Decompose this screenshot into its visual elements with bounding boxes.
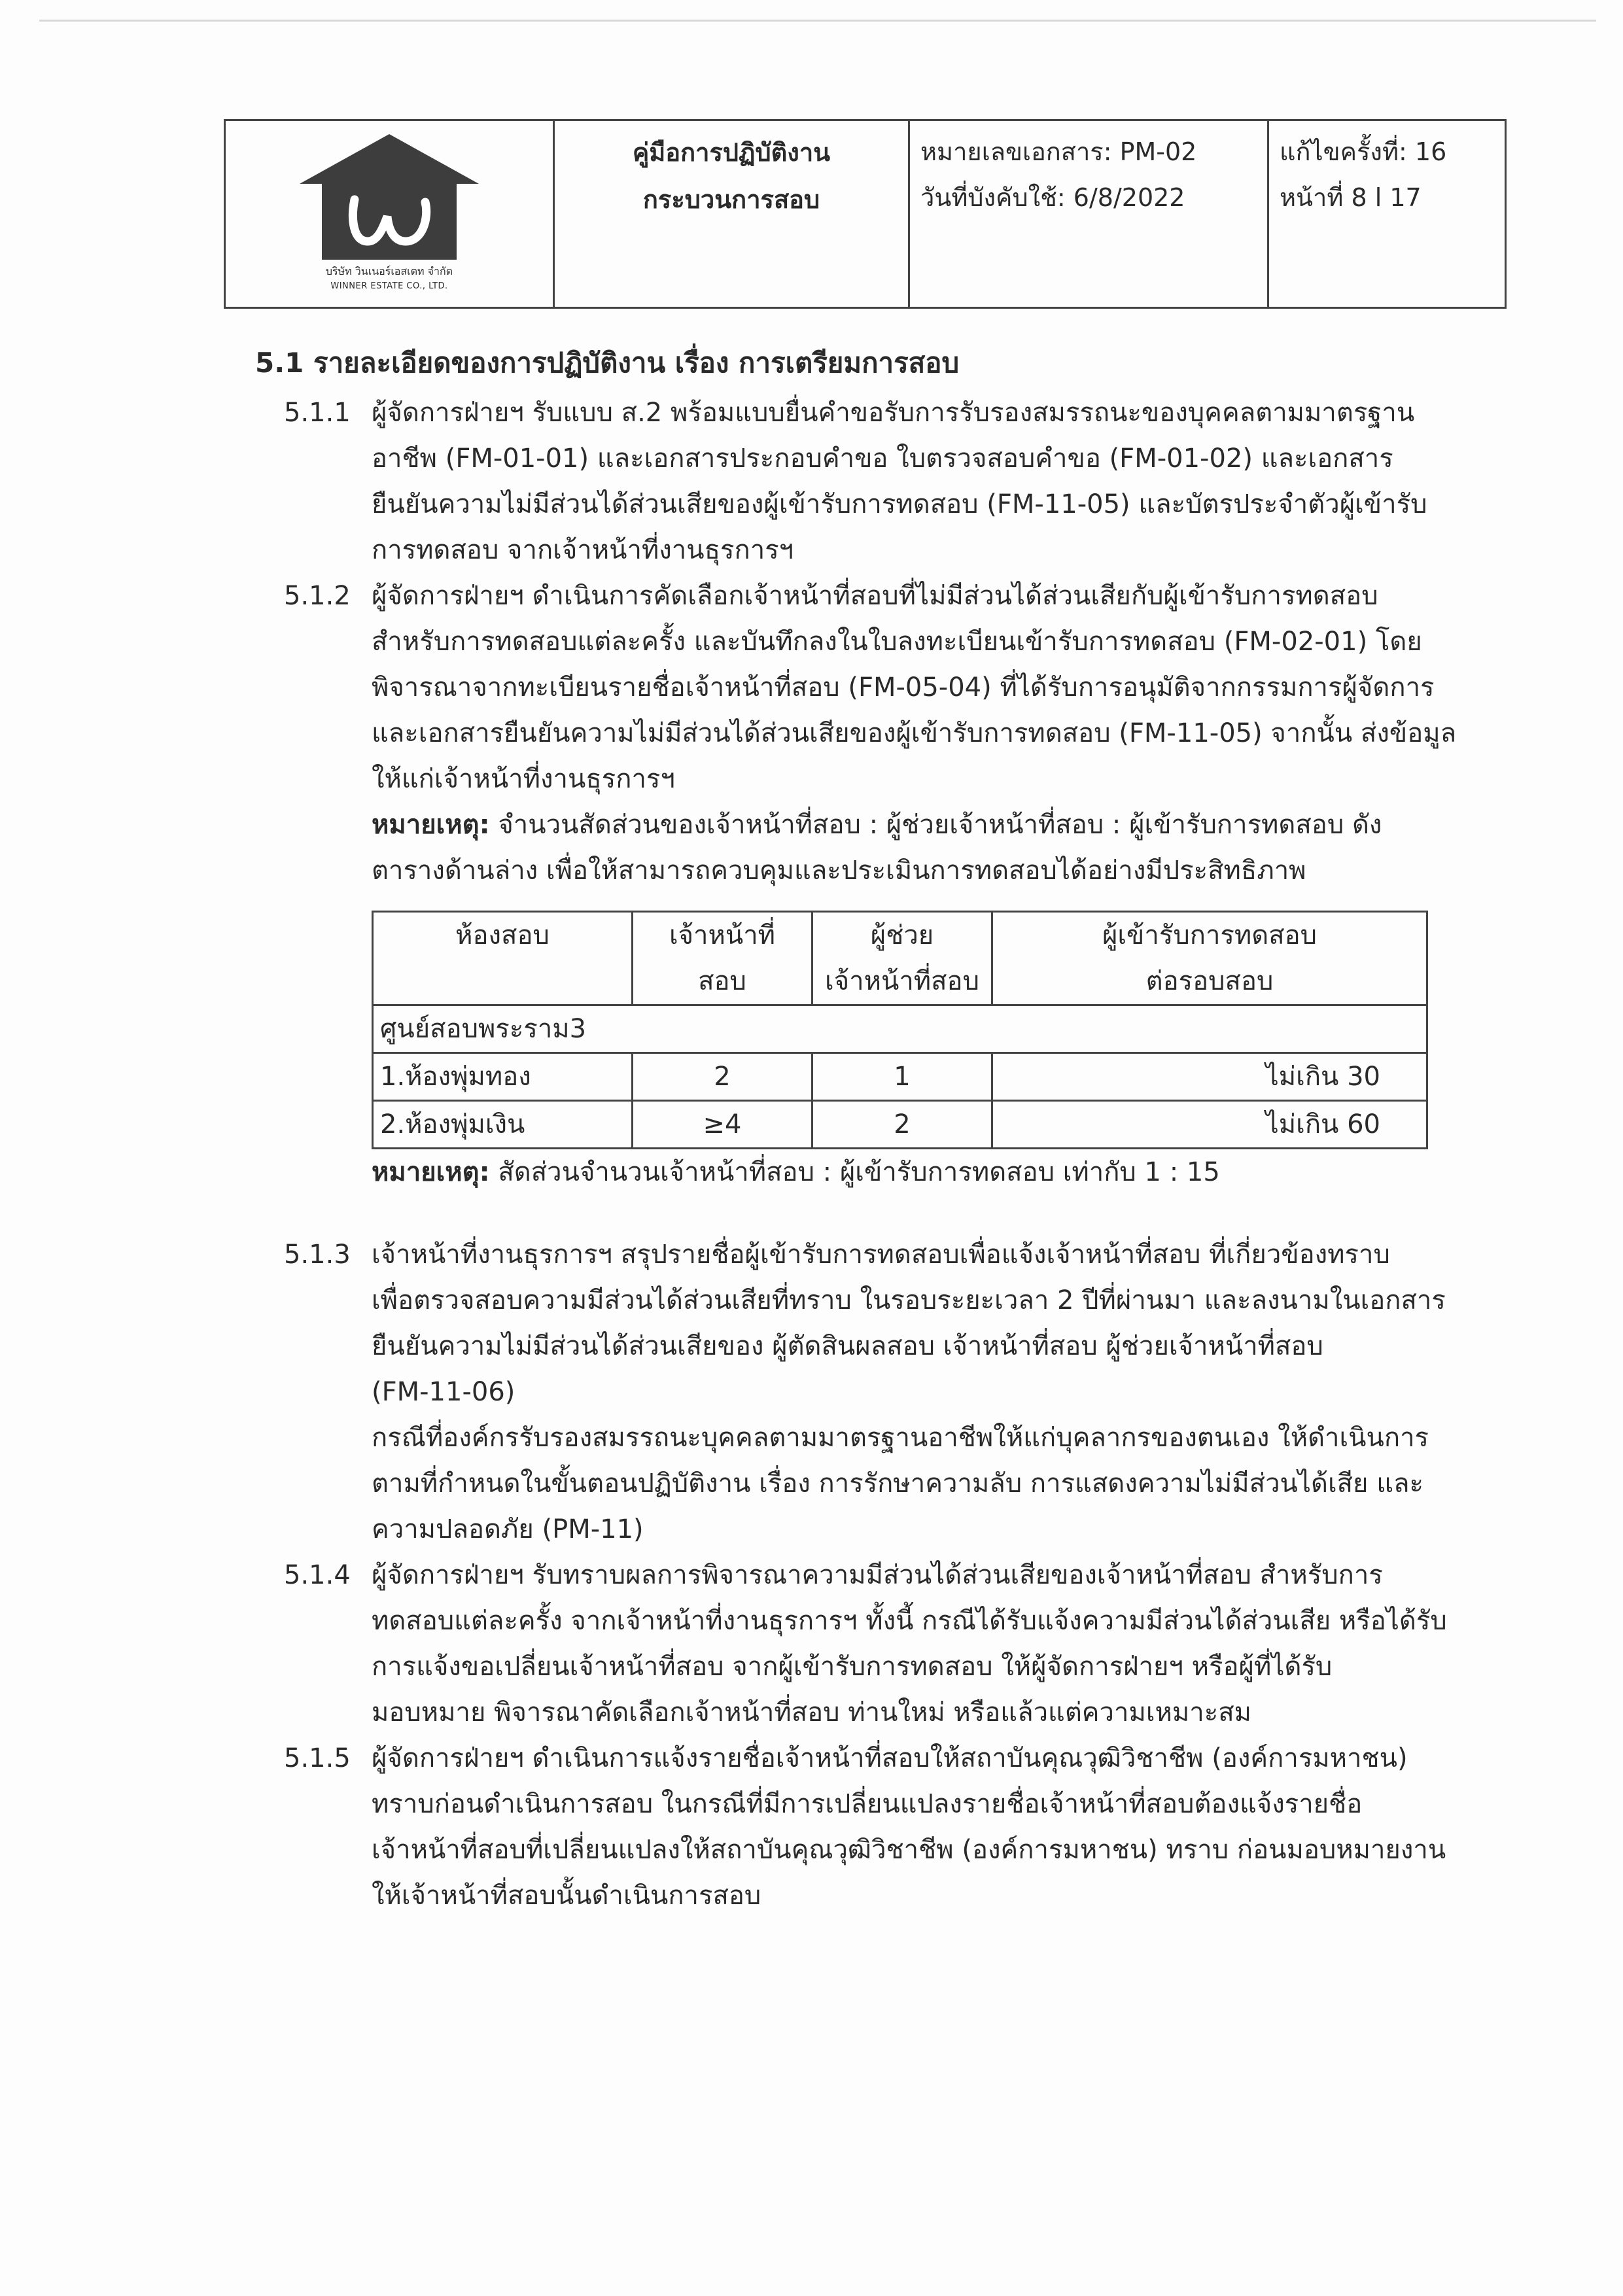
text-line: อาชีพ (FM-01-01) และเอกสารประกอบคำขอ ใบตรวจสอบคำขอ (FM-01-02) และเอกสาร [372,444,1393,474]
text-line: ผู้จัดการฝ่ายฯ รับทราบผลการพิจารณาความมีส่วนได้ส่วนเสียของเจ้าหน้าที่สอบ สำหรับการ [372,1560,1383,1590]
col-header-room: ห้องสอบ [373,912,633,1005]
scan-edge-line [39,20,1596,22]
exam-ratio-table [372,911,1428,1149]
effective-date: วันที่บังคับใช้: 6/8/2022 [920,183,1185,212]
text-line: เจ้าหน้าที่งานธุรการฯ สรุปรายชื่อผู้เข้ารับการทดสอบเพื่อแจ้งเจ้าหน้าที่สอบ ที่เกี่ยวข้องทราบ [372,1240,1390,1270]
note-label: หมายเหตุ: [372,810,490,840]
spacer [255,1195,1485,1232]
item-number: 5.1.1 [284,398,351,428]
room-name: 2.ห้องพุ่มเงิน [373,1101,633,1149]
col-header-examiners: เจ้าหน้าที่ สอบ [633,912,812,1005]
text-line: ทราบก่อนดำเนินการสอบ ในกรณีที่มีการเปลี่ยนแปลงรายชื่อเจ้าหน้าที่สอบต้องแจ้งรายชื่อ [372,1789,1363,1819]
item-5-1-1 [255,390,1485,573]
text-line: ความปลอดภัย (PM-11) [372,1514,644,1544]
doc-number: หมายเลขเอกสาร: PM-02 [920,137,1197,166]
table-group-row [373,1005,1427,1053]
text-line: ตามที่กำหนดในขั้นตอนปฏิบัติงาน เรื่อง การรักษาความลับ การแสดงความไม่มีส่วนได้เสีย และ [372,1469,1423,1499]
item-5-1-3 [255,1232,1485,1552]
table-header-row [373,912,1427,1005]
item-number: 5.1.5 [284,1743,351,1773]
text-line: เจ้าหน้าที่สอบที่เปลี่ยนแปลงให้สถาบันคุณวุฒิวิชาชีพ (องค์การมหาชน) ทราบ ก่อนมอบหมายงาน [372,1835,1446,1865]
note-text: สัดส่วนจำนวนเจ้าหน้าที่สอบ : ผู้เข้ารับการทดสอบ เท่ากับ 1 : 15 [489,1157,1220,1187]
item-number: 5.1.3 [284,1240,351,1270]
text-line: ผู้จัดการฝ่ายฯ ดำเนินการแจ้งรายชื่อเจ้าหน้าที่สอบให้สถาบันคุณวุฒิวิชาชีพ (องค์การมหาชน) [372,1743,1408,1773]
examiner-count: 2 [633,1053,812,1101]
house-w-logo [294,131,484,262]
text-line: มอบหมาย พิจารณาคัดเลือกเจ้าหน้าที่สอบ ท่านใหม่ หรือแล้วแต่ความเหมาะสม [372,1697,1251,1728]
exam-center: ศูนย์สอบพระราม3 [373,1005,1427,1053]
col-header-candidates: ผู้เข้ารับการทดสอบ ต่อรอบสอบ [992,912,1427,1005]
assistant-count: 2 [812,1101,992,1149]
note-line: ตารางด้านล่าง เพื่อให้สามารถควบคุมและประเมินการทดสอบได้อย่างมีประสิทธิภาพ [372,856,1306,886]
item-5-1-5 [255,1735,1485,1919]
text-line: การทดสอบ จากเจ้าหน้าที่งานธุรการฯ [372,535,794,565]
note-line [372,802,1485,848]
table-row [373,1053,1427,1101]
revision-cell [1268,120,1506,308]
text-line: ทดสอบแต่ละครั้ง จากเจ้าหน้าที่งานธุรการฯ ทั้งนี้ กรณีได้รับแจ้งความมีส่วนได้ส่วนเสีย หรือได้รับ [372,1606,1447,1636]
text-line: การแจ้งขอเปลี่ยนเจ้าหน้าที่สอบ จากผู้เข้ารับการทดสอบ ให้ผู้จัดการฝ่ายฯ หรือผู้ที่ได้รับ [372,1652,1333,1682]
candidate-limit: ไม่เกิน 60 [992,1101,1427,1149]
col-header-assistants: ผู้ช่วย เจ้าหน้าที่สอบ [812,912,992,1005]
doc-meta-cell [909,120,1268,308]
item-number: 5.1.4 [284,1560,351,1590]
item-5-1-2 [255,573,1485,894]
candidate-limit: ไม่เกิน 30 [992,1053,1427,1101]
table-note [255,1149,1485,1195]
logo-company-th: บริษัท วินเนอร์เอสเตท จำกัด [325,265,453,277]
document-header [224,119,1507,309]
note-text: จำนวนสัดส่วนของเจ้าหน้าที่สอบ : ผู้ช่วยเจ้าหน้าที่สอบ : ผู้เข้ารับการทดสอบ ดัง [489,810,1382,840]
logo-company-en: WINNER ESTATE CO., LTD. [330,281,448,291]
section-title: 5.1 รายละเอียดของการปฏิบัติงาน เรื่อง การเตรียมการสอบ [255,347,960,379]
note-label: หมายเหตุ: [372,1157,490,1187]
manual-title-cell [554,120,909,308]
text-line: ให้แก่เจ้าหน้าที่งานธุรการฯ [372,764,675,794]
logo-cell [225,120,554,308]
item-number: 5.1.2 [284,581,351,611]
examiner-count: ≥4 [633,1101,812,1149]
text-line: (FM-11-06) [372,1377,515,1407]
revision-number: แก้ไขครั้งที่: 16 [1280,137,1447,166]
text-line: ให้เจ้าหน้าที่สอบนั้นดำเนินการสอบ [372,1881,761,1911]
assistant-count: 1 [812,1053,992,1101]
table-row [373,1101,1427,1149]
text-line: กรณีที่องค์กรรับรองสมรรถนะบุคคลตามมาตรฐานอาชีพให้แก่บุคลากรของตนเอง ให้ดำเนินการ [372,1423,1429,1453]
item-5-1-4 [255,1552,1485,1735]
text-line: และเอกสารยืนยันความไม่มีส่วนได้ส่วนเสียของผู้เข้ารับการทดสอบ (FM-11-05) จากนั้น ส่งข้อมูล [372,718,1457,748]
page-number: หน้าที่ 8 l 17 [1280,183,1422,212]
text-line: เพื่อตรวจสอบความมีส่วนได้ส่วนเสียที่ทราบ ในรอบระยะเวลา 2 ปีที่ผ่านมา และลงนามในเอกสาร [372,1285,1446,1315]
room-name: 1.ห้องพุ่มทอง [373,1053,633,1101]
text-line: สำหรับการทดสอบแต่ละครั้ง และบันทึกลงในใบลงทะเบียนเข้ารับการทดสอบ (FM-02-01) โดย [372,627,1422,657]
text-line: ยืนยันความไม่มีส่วนได้ส่วนเสียของ ผู้ตัดสินผลสอบ เจ้าหน้าที่สอบ ผู้ช่วยเจ้าหน้าที่สอบ [372,1331,1323,1361]
text-line: ผู้จัดการฝ่ายฯ ดำเนินการคัดเลือกเจ้าหน้าที่สอบที่ไม่มีส่วนได้ส่วนเสียกับผู้เข้ารับการทดสอบ [372,581,1378,611]
text-line: ยืนยันความไม่มีส่วนได้ส่วนเสียของผู้เข้ารับการทดสอบ (FM-11-05) และบัตรประจำตัวผู้เข้ารับ [372,489,1427,519]
manual-title: คู่มือการปฏิบัติงาน [632,138,831,167]
document-body [255,340,1485,1919]
process-title: กระบวนการสอบ [642,185,820,214]
text-line: พิจารณาจากทะเบียนรายชื่อเจ้าหน้าที่สอบ (FM-05-04) ที่ได้รับการอนุมัติจากกรรมการผู้จัดการ [372,672,1435,703]
text-line: ผู้จัดการฝ่ายฯ รับแบบ ส.2 พร้อมแบบยื่นคำขอรับการรับรองสมรรถนะของบุคคลตามมาตรฐาน [372,398,1415,428]
